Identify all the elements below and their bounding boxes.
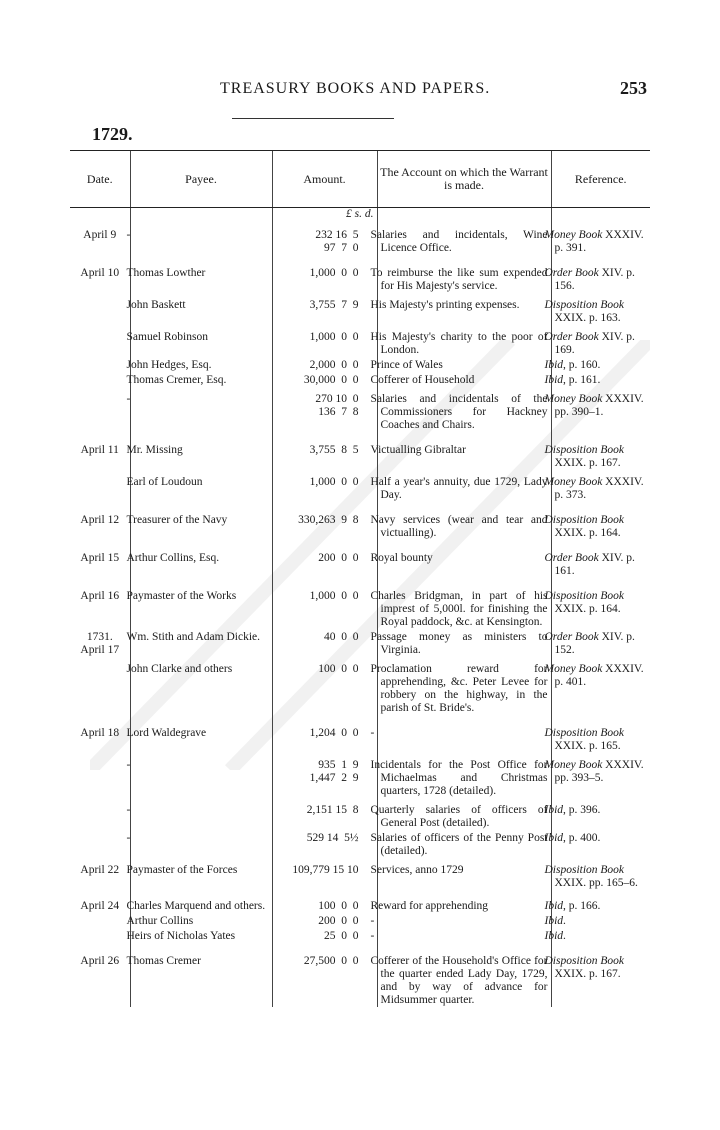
book-name: Order Book xyxy=(544,552,599,564)
row-amount: 1,000 0 0 xyxy=(272,578,377,629)
book-name: Ibid xyxy=(544,832,564,844)
row-account: Reward for apprehending xyxy=(377,890,551,913)
book-name: Money Book xyxy=(544,759,603,771)
row-amount: 1,000 0 0 xyxy=(272,255,377,293)
row-reference: Order Book XIV. p. 161. xyxy=(551,540,650,578)
row-account: Proclamation reward for apprehending, &c. Peter Levee for robbery on the highway, in the parish of St. Bride's. xyxy=(377,657,551,715)
table-row xyxy=(70,255,650,293)
currency-units: £ s. d. xyxy=(272,208,377,222)
row-date: April 22 xyxy=(80,864,120,876)
row-date xyxy=(70,357,130,372)
table-row xyxy=(70,502,650,540)
row-date xyxy=(70,372,130,387)
row-amount: 935 1 9 1,447 2 9 xyxy=(272,753,377,798)
row-reference: Order Book XIV. p. 169. xyxy=(551,325,650,357)
book-name: Order Book xyxy=(544,631,599,643)
row-amount: 109,779 15 10 xyxy=(272,858,377,890)
table-row xyxy=(70,629,650,657)
row-payee: Samuel Robinson xyxy=(130,325,272,357)
book-name: Ibid xyxy=(544,900,564,912)
row-reference: Ibid. xyxy=(551,928,650,943)
row-date xyxy=(70,325,130,357)
row-reference: Order Book XIV. p. 156. xyxy=(551,255,650,293)
row-date: April 26 xyxy=(80,955,120,967)
row-payee: Paymaster of the Works xyxy=(130,578,272,629)
row-amount: 200 0 0 xyxy=(272,540,377,578)
row-reference: Disposition Book XXIX. p. 167. xyxy=(551,432,650,470)
book-name: Disposition Book xyxy=(544,444,625,456)
row-payee: Arthur Collins xyxy=(130,913,272,928)
row-date xyxy=(70,928,130,943)
row-reference: Order Book XIV. p. 152. xyxy=(551,629,650,657)
column-header-payee: Payee. xyxy=(130,151,272,208)
row-reference: Disposition Book XXIX. pp. 165–6. xyxy=(551,858,650,890)
row-amount: 200 0 0 xyxy=(272,913,377,928)
book-name: Disposition Book xyxy=(544,955,625,967)
row-reference: Money Book XXXIV. pp. 393–5. xyxy=(551,753,650,798)
row-payee: Charles Marquend and others. xyxy=(130,890,272,913)
book-name: Disposition Book xyxy=(544,299,625,311)
table-row xyxy=(70,913,650,928)
row-payee: John Baskett xyxy=(130,293,272,325)
row-amount: 330,263 9 8 xyxy=(272,502,377,540)
table-row xyxy=(70,578,650,629)
row-date: April 18 xyxy=(80,727,120,739)
row-payee: - xyxy=(130,798,272,830)
row-date: April 16 xyxy=(80,590,120,602)
row-account: Prince of Wales xyxy=(377,357,551,372)
row-payee: - xyxy=(130,221,272,255)
column-header-account: The Account on which the Warrant is made. xyxy=(377,151,551,208)
book-name: Ibid xyxy=(544,374,564,386)
table-row xyxy=(70,387,650,432)
row-reference: Money Book XXXIV. p. 391. xyxy=(551,221,650,255)
table-row xyxy=(70,372,650,387)
table-row xyxy=(70,753,650,798)
table-row xyxy=(70,890,650,913)
book-name: Disposition Book xyxy=(544,727,625,739)
table-row xyxy=(70,858,650,890)
row-payee: Arthur Collins, Esq. xyxy=(130,540,272,578)
table-row xyxy=(70,798,650,830)
table-row xyxy=(70,325,650,357)
row-payee: Mr. Missing xyxy=(130,432,272,470)
column-header-date: Date. xyxy=(70,151,130,208)
row-reference: Disposition Book XXIX. p. 165. xyxy=(551,715,650,753)
row-payee: Thomas Lowther xyxy=(130,255,272,293)
row-payee: Wm. Stith and Adam Dickie. xyxy=(130,629,272,657)
table-row xyxy=(70,540,650,578)
row-payee: John Hedges, Esq. xyxy=(130,357,272,372)
row-account: Charles Bridgman, in part of his imprest of 5,000l. for finishing the Royal paddock, &c. at Kensington. xyxy=(377,578,551,629)
row-reference: Ibid, p. 161. xyxy=(551,372,650,387)
row-reference: Disposition Book XXIX. p. 164. xyxy=(551,502,650,540)
table-row xyxy=(70,293,650,325)
row-payee: - xyxy=(130,830,272,858)
year-heading: 1729. xyxy=(92,124,133,144)
row-account: Royal bounty xyxy=(377,540,551,578)
table-row xyxy=(70,357,650,372)
row-account: Half a year's annuity, due 1729, Lady Day. xyxy=(377,470,551,502)
row-date: April 11 xyxy=(80,444,119,456)
row-account: - xyxy=(377,928,551,943)
row-amount: 3,755 7 9 xyxy=(272,293,377,325)
row-amount: 100 0 0 xyxy=(272,657,377,715)
row-reference: Ibid, p. 166. xyxy=(551,890,650,913)
row-reference: Ibid, p. 160. xyxy=(551,357,650,372)
column-header-amount: Amount. xyxy=(272,151,377,208)
header-rule xyxy=(232,118,394,119)
row-account: Cofferer of the Household's Office for the quarter ended Lady Day, 1729, and by way of advance for Midsummer quarter. xyxy=(377,943,551,1007)
table-row xyxy=(70,470,650,502)
row-amount: 27,500 0 0 xyxy=(272,943,377,1007)
row-account: To reimburse the like sum expended for His Majesty's service. xyxy=(377,255,551,293)
book-name: Ibid xyxy=(544,930,564,942)
row-date xyxy=(70,387,130,432)
row-payee: Paymaster of the Forces xyxy=(130,858,272,890)
row-account: His Majesty's printing expenses. xyxy=(377,293,551,325)
column-header-reference: Reference. xyxy=(551,151,650,208)
row-amount: 1,000 0 0 xyxy=(272,325,377,357)
row-payee: Thomas Cremer, Esq. xyxy=(130,372,272,387)
row-date: April 12 xyxy=(80,514,120,526)
warrant-table xyxy=(70,150,650,1007)
row-payee: John Clarke and others xyxy=(130,657,272,715)
row-account: Salaries of officers of the Penny Post (detailed). xyxy=(377,830,551,858)
table-header-row xyxy=(70,151,650,208)
table-body xyxy=(70,208,650,1008)
row-date: April 15 xyxy=(80,552,120,564)
row-payee: Treasurer of the Navy xyxy=(130,502,272,540)
row-payee: - xyxy=(130,753,272,798)
row-date xyxy=(70,753,130,798)
row-account: Victualling Gibraltar xyxy=(377,432,551,470)
row-amount: 25 0 0 xyxy=(272,928,377,943)
table-row xyxy=(70,221,650,255)
row-account: Salaries and incidentals of the Commissioners for Hackney Coaches and Chairs. xyxy=(377,387,551,432)
row-payee: - xyxy=(130,387,272,432)
book-name: Disposition Book xyxy=(544,514,625,526)
row-amount: 270 10 0 136 7 8 xyxy=(272,387,377,432)
book-name: Money Book xyxy=(544,476,603,488)
row-date: April 24 xyxy=(80,900,120,912)
row-payee: Thomas Cremer xyxy=(130,943,272,1007)
row-account: Salaries and incidentals, Wine Licence Office. xyxy=(377,221,551,255)
row-amount: 3,755 8 5 xyxy=(272,432,377,470)
spacer-row xyxy=(70,208,650,222)
book-name: Order Book xyxy=(544,331,599,343)
row-date xyxy=(70,470,130,502)
row-reference: Disposition Book XXIX. p. 167. xyxy=(551,943,650,1007)
table-row xyxy=(70,928,650,943)
row-payee: Earl of Loudoun xyxy=(130,470,272,502)
table-row xyxy=(70,657,650,715)
page-number: 253 xyxy=(620,78,647,98)
row-amount: 1,000 0 0 xyxy=(272,470,377,502)
book-name: Ibid xyxy=(544,804,564,816)
book-name: Ibid xyxy=(544,915,564,927)
row-amount: 529 14 5½ xyxy=(272,830,377,858)
row-reference: Money Book XXXIV. p. 401. xyxy=(551,657,650,715)
row-account: Passage money as ministers to Virginia. xyxy=(377,629,551,657)
row-reference: Disposition Book XXIX. p. 164. xyxy=(551,578,650,629)
book-name: Disposition Book xyxy=(544,864,625,876)
row-account: His Majesty's charity to the poor of London. xyxy=(377,325,551,357)
row-reference: Money Book XXXIV. pp. 390–1. xyxy=(551,387,650,432)
row-reference: Ibid, p. 396. xyxy=(551,798,650,830)
row-account: Incidentals for the Post Office for Michaelmas and Christmas quarters, 1728 (detailed). xyxy=(377,753,551,798)
row-amount: 100 0 0 xyxy=(272,890,377,913)
row-date: April 9 xyxy=(83,229,117,241)
row-date xyxy=(70,913,130,928)
row-reference: Ibid, p. 400. xyxy=(551,830,650,858)
book-name: Money Book xyxy=(544,229,603,241)
row-account: Quarterly salaries of officers of General Post (detailed). xyxy=(377,798,551,830)
table-row xyxy=(70,943,650,1007)
row-amount: 2,151 15 8 xyxy=(272,798,377,830)
row-amount: 2,000 0 0 xyxy=(272,357,377,372)
book-name: Money Book xyxy=(544,393,603,405)
row-account: - xyxy=(377,913,551,928)
row-reference: Disposition Book XXIX. p. 163. xyxy=(551,293,650,325)
row-date xyxy=(70,657,130,715)
row-payee: Lord Waldegrave xyxy=(130,715,272,753)
row-date xyxy=(70,798,130,830)
row-amount: 40 0 0 xyxy=(272,629,377,657)
row-account: - xyxy=(377,715,551,753)
running-title: TREASURY BOOKS AND PAPERS. xyxy=(220,80,491,97)
row-account: Navy services (wear and tear and victualling). xyxy=(377,502,551,540)
row-date xyxy=(70,830,130,858)
table-row xyxy=(70,830,650,858)
book-name: Order Book xyxy=(544,267,599,279)
table-row xyxy=(70,715,650,753)
row-amount: 30,000 0 0 xyxy=(272,372,377,387)
book-name: Disposition Book xyxy=(544,590,625,602)
book-name: Money Book xyxy=(544,663,603,675)
table-row xyxy=(70,432,650,470)
row-payee: Heirs of Nicholas Yates xyxy=(130,928,272,943)
row-date: April 10 xyxy=(80,267,120,279)
row-reference: Money Book XXXIV. p. 373. xyxy=(551,470,650,502)
row-reference: Ibid. xyxy=(551,913,650,928)
row-date: 1731. April 17 xyxy=(80,631,120,656)
row-amount: 232 16 5 97 7 0 xyxy=(272,221,377,255)
row-account: Cofferer of Household xyxy=(377,372,551,387)
book-name: Ibid xyxy=(544,359,564,371)
row-date xyxy=(70,293,130,325)
row-amount: 1,204 0 0 xyxy=(272,715,377,753)
row-account: Services, anno 1729 xyxy=(377,858,551,890)
